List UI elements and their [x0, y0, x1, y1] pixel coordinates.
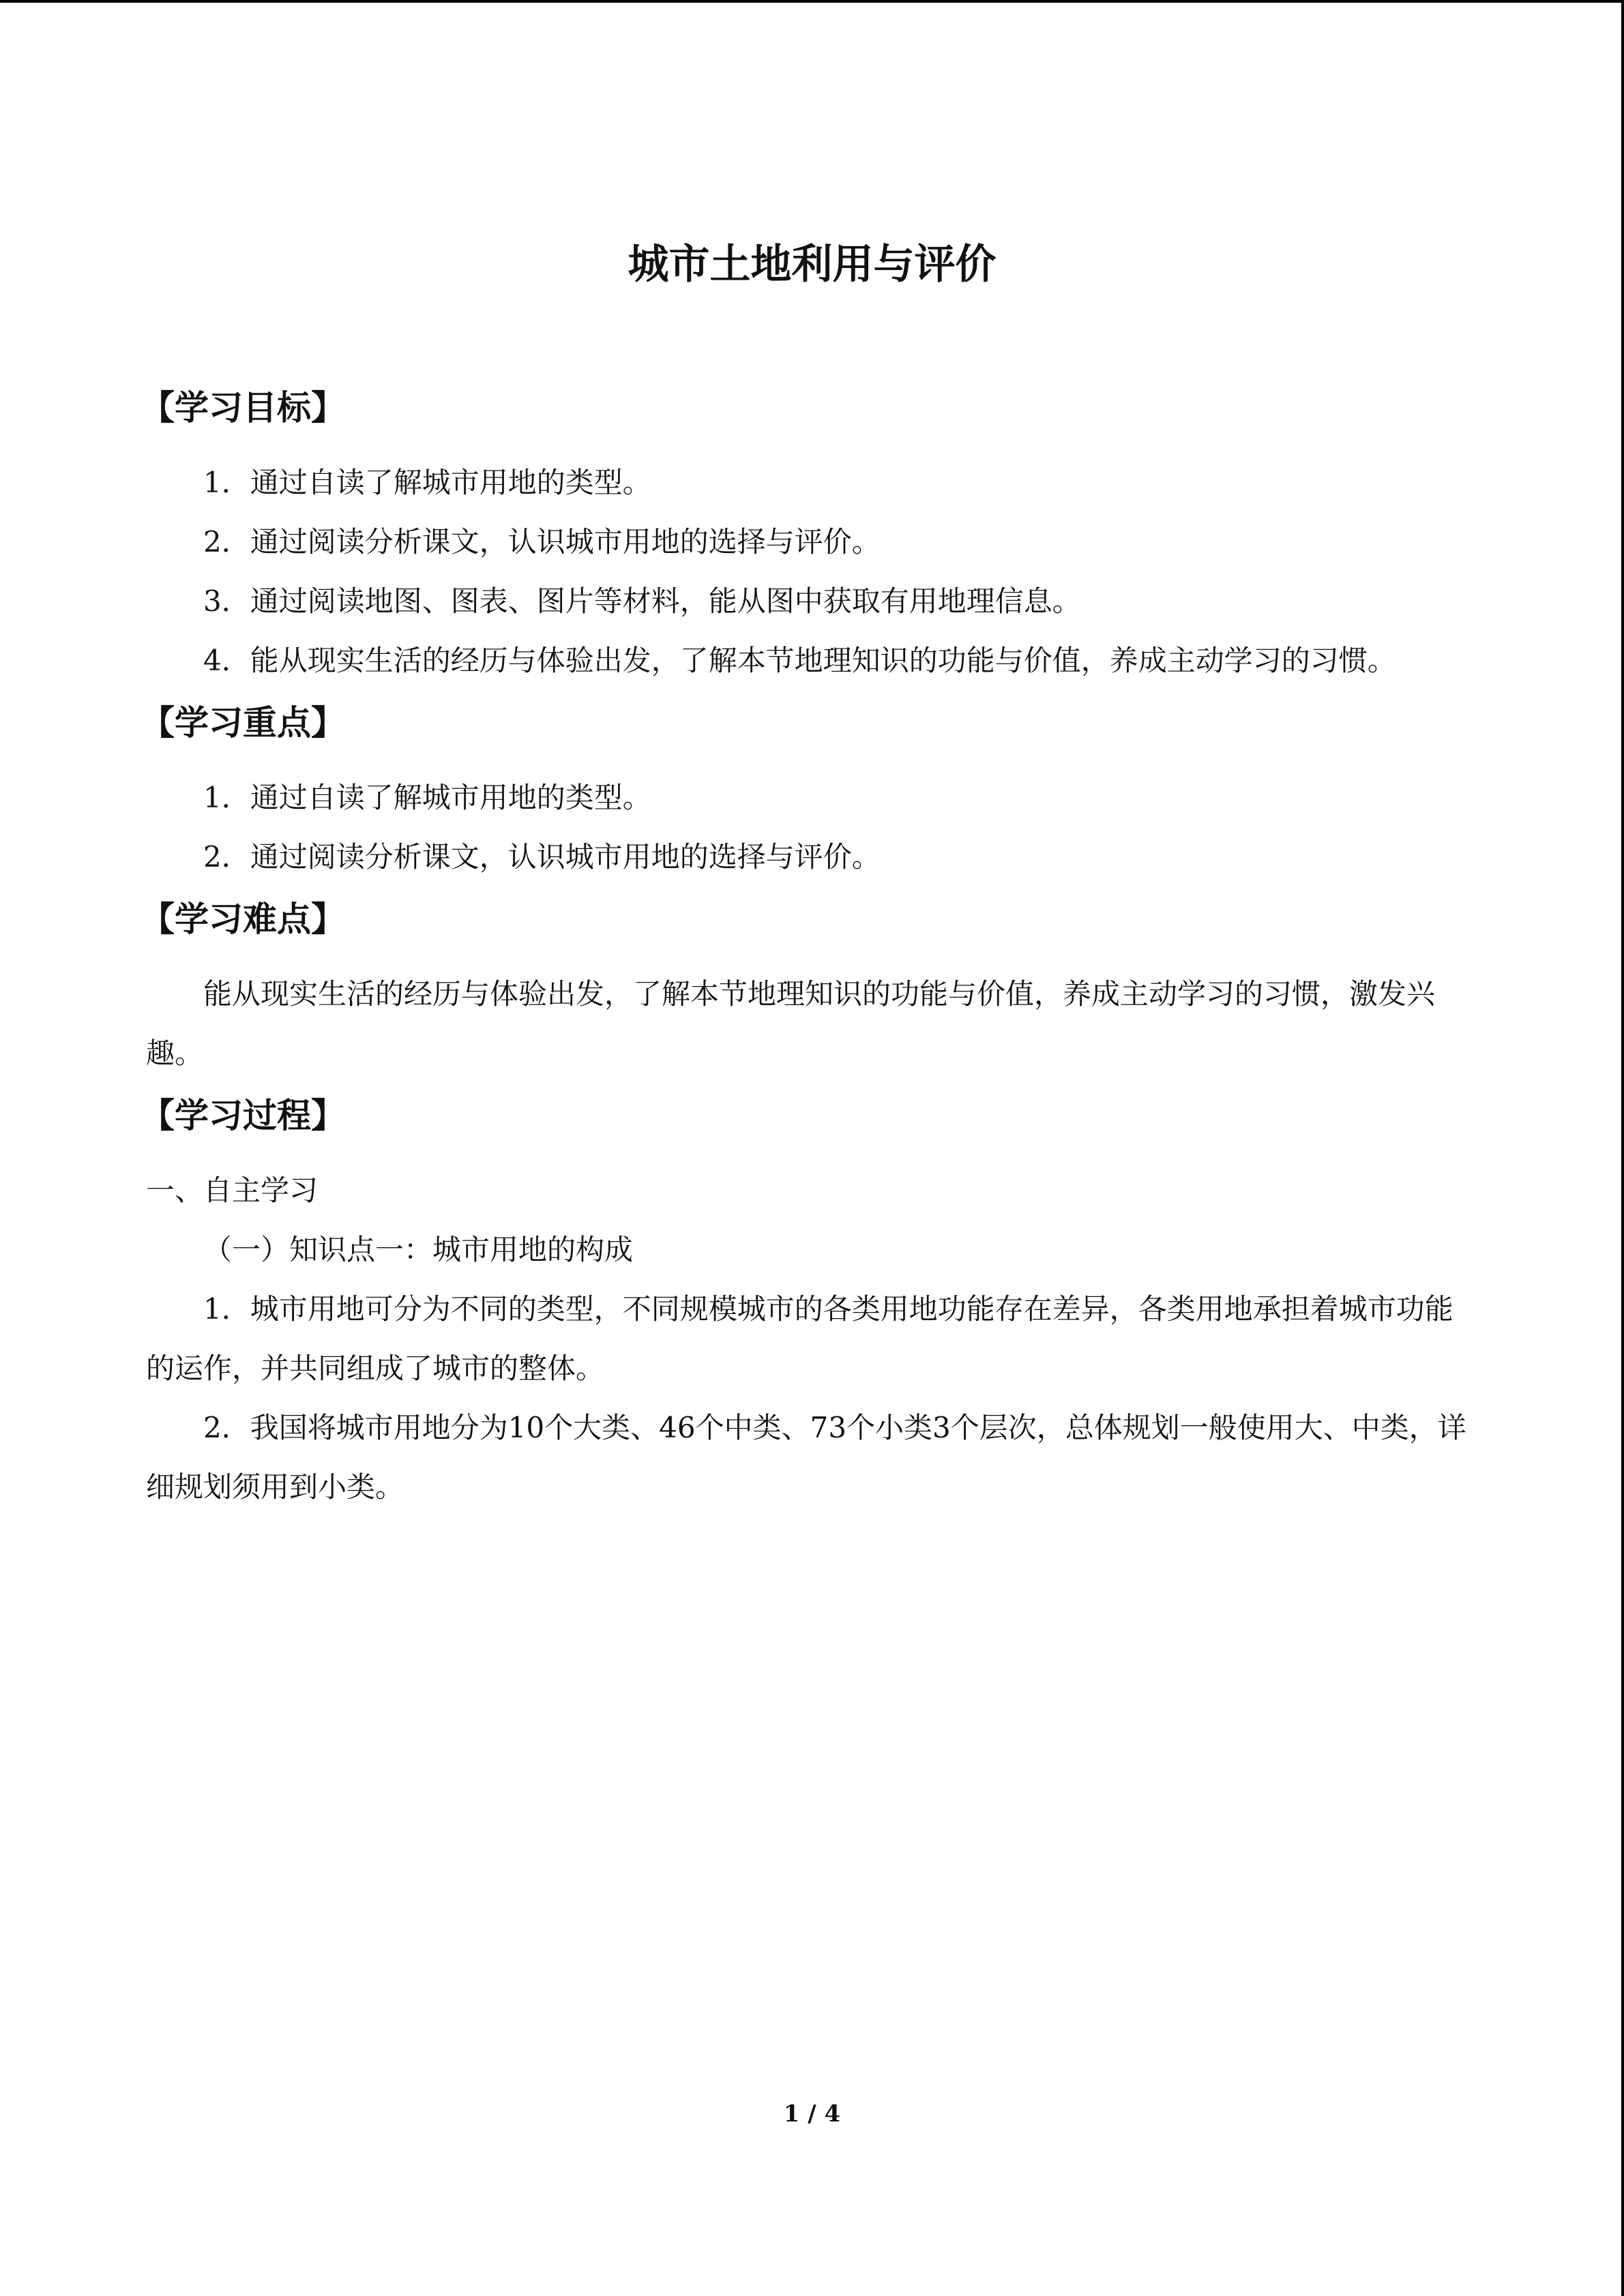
key-point-item: 1．通过自读了解城市用地的类型。 — [203, 781, 651, 814]
goal-item: 4．能从现实生活的经历与体验出发，了解本节地理知识的功能与价值，养成主动学习的习惯。 — [203, 644, 1396, 677]
key-point-item: 2．通过阅读分析课文，认识城市用地的选择与评价。 — [203, 840, 881, 874]
document-body — [141, 382, 1477, 1517]
section-heading-key-points: 【学习重点】 — [141, 703, 345, 743]
knowledge-point-heading: （一）知识点一：城市用地的构成 — [203, 1233, 634, 1266]
goal-item: 2．通过阅读分析课文，认识城市用地的选择与评价。 — [203, 525, 881, 558]
page-border-right — [1621, 0, 1624, 2296]
document-title: 城市土地利用与评价 — [628, 241, 996, 289]
section-heading-goals: 【学习目标】 — [141, 388, 345, 428]
process-item: 2．我国将城市用地分为10个大类、46个中类、73个小类3个层次，总体规划一般使用大、中类，详细规划须用到小类。 — [146, 1411, 1466, 1504]
goal-item: 3．通过阅读地图、图表、图片等材料，能从图中获取有用地理信息。 — [203, 584, 1081, 618]
process-item: 1．城市用地可分为不同的类型，不同规模城市的各类用地功能存在差异，各类用地承担着城市功能的运作，并共同组成了城市的整体。 — [146, 1292, 1453, 1385]
difficulties-list — [146, 964, 1477, 1083]
difficulty-item: 能从现实生活的经历与体验出发，了解本节地理知识的功能与价值，养成主动学习的习惯，激发兴趣。 — [146, 977, 1436, 1070]
process-subheading: 一、自主学习 — [146, 1174, 319, 1207]
page-border-top — [0, 0, 1624, 3]
goals-list — [146, 453, 1477, 690]
goal-item: 1．通过自读了解城市用地的类型。 — [203, 466, 651, 499]
section-heading-process: 【学习过程】 — [141, 1096, 345, 1135]
process-body — [146, 1161, 1477, 1517]
key-points-list — [146, 768, 1477, 886]
page-number: 1 / 4 — [783, 2100, 841, 2128]
section-heading-difficulties: 【学习难点】 — [141, 899, 345, 939]
